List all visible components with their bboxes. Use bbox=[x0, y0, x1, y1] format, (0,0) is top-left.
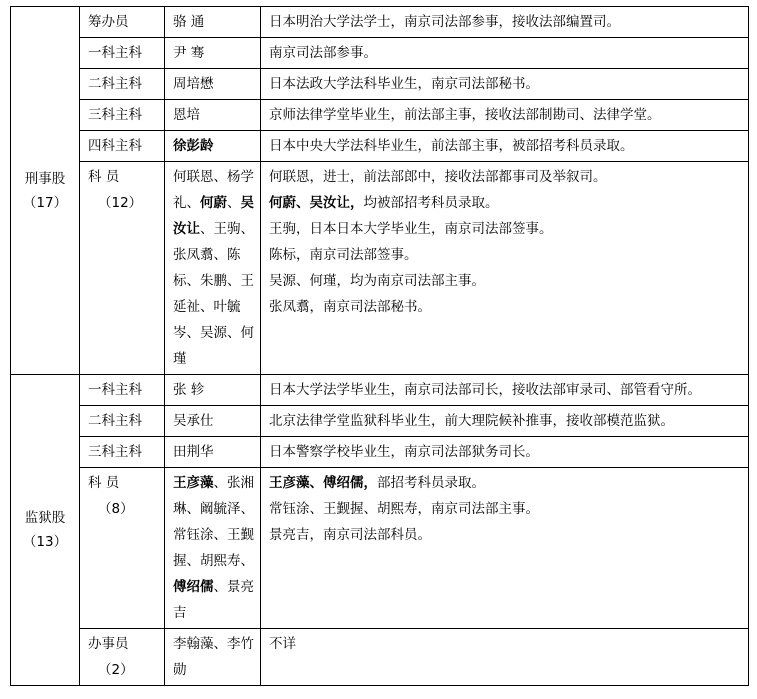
table-row bbox=[11, 375, 749, 406]
description-line bbox=[269, 40, 742, 66]
text-run: 、王驹、张凤翥、陈标、朱鹏、王延祉、叶毓岑、吴源、何瑾 bbox=[173, 221, 254, 367]
description-line bbox=[269, 102, 742, 128]
bold-text-run: 吴汝让 bbox=[173, 195, 254, 237]
description-line bbox=[269, 164, 742, 190]
text-run: 京师法律学堂毕业生，前法部主事，接收法部制勘司、法律学堂。 bbox=[269, 107, 661, 123]
role-name: 办事员 bbox=[88, 636, 129, 652]
description-line bbox=[269, 631, 742, 657]
text-run: 部招考科员录取。 bbox=[377, 475, 485, 491]
table-row bbox=[11, 468, 749, 629]
personnel-table bbox=[10, 6, 749, 686]
section-name: 刑事股 bbox=[24, 170, 66, 187]
text-run: 吴源、何瑾，均为南京司法部主事。 bbox=[269, 273, 485, 289]
role-cell: 二科主科 bbox=[80, 69, 165, 100]
role-cell bbox=[80, 162, 165, 375]
bold-text-run: 王彦藻、傅绍儒， bbox=[269, 475, 377, 491]
role-count: （8） bbox=[98, 501, 134, 517]
description-cell bbox=[261, 162, 749, 375]
text-run: 骆 通 bbox=[173, 14, 205, 30]
table-row bbox=[11, 69, 749, 100]
text-run: 何联恩，进士，前法部郎中，接收法部都事司及举叙司。 bbox=[269, 169, 607, 185]
role-cell: 一科主科 bbox=[80, 375, 165, 406]
text-run: 李翰藻、李竹勋 bbox=[173, 636, 254, 678]
description-cell bbox=[261, 100, 749, 131]
table-row bbox=[11, 162, 749, 375]
description-line bbox=[269, 9, 742, 35]
description-line bbox=[269, 216, 742, 242]
description-cell bbox=[261, 7, 749, 38]
description-cell bbox=[261, 131, 749, 162]
description-line bbox=[269, 377, 742, 403]
person-cell bbox=[165, 375, 261, 406]
text-run: 陈标，南京司法部签事。 bbox=[269, 247, 418, 263]
person-cell bbox=[165, 437, 261, 468]
text-run: 日本法政大学法科毕业生，南京司法部秘书。 bbox=[269, 76, 539, 92]
role-cell: 四科主科 bbox=[80, 131, 165, 162]
role-name: 科 员 bbox=[88, 475, 120, 491]
description-cell bbox=[261, 437, 749, 468]
text-run: 南京司法部参事。 bbox=[269, 45, 377, 61]
description-line bbox=[269, 71, 742, 97]
text-run: 日本明治大学法学士，南京司法部参事，接收法部编置司。 bbox=[269, 14, 620, 30]
bold-text-run: 傅绍儒 bbox=[173, 579, 214, 595]
person-cell bbox=[165, 629, 261, 686]
role-cell: 三科主科 bbox=[80, 437, 165, 468]
section-name: 监狱股 bbox=[24, 510, 66, 526]
description-line bbox=[269, 470, 742, 496]
table-row bbox=[11, 131, 749, 162]
description-cell bbox=[261, 629, 749, 686]
text-run: 周培懋 bbox=[173, 76, 214, 92]
section-count: （17） bbox=[22, 194, 68, 211]
table-row bbox=[11, 437, 749, 468]
text-run: 北京法律学堂监狱科毕业生，前大理院候补推事，接收部模范监狱。 bbox=[269, 413, 674, 429]
section-cell bbox=[11, 375, 80, 686]
description-line bbox=[269, 133, 742, 159]
text-run: 、 bbox=[227, 195, 241, 211]
description-line bbox=[269, 408, 742, 434]
table-row bbox=[11, 7, 749, 38]
text-run: 张 轸 bbox=[173, 382, 205, 398]
section-cell bbox=[11, 7, 80, 375]
description-cell bbox=[261, 69, 749, 100]
text-run: 日本中央大学法科毕业生，前法部主事，被部招考科员录取。 bbox=[269, 138, 634, 154]
description-cell bbox=[261, 406, 749, 437]
table-row bbox=[11, 406, 749, 437]
role-cell bbox=[80, 468, 165, 629]
person-cell bbox=[165, 7, 261, 38]
role-count: （12） bbox=[98, 195, 143, 211]
description-cell bbox=[261, 468, 749, 629]
table-row bbox=[11, 38, 749, 69]
text-run: 王驹，日本日本大学毕业生，南京司法部签事。 bbox=[269, 221, 553, 237]
description-line bbox=[269, 294, 742, 320]
text-run: 景亮吉，南京司法部科员。 bbox=[269, 527, 431, 543]
role-cell bbox=[80, 629, 165, 686]
text-run: 日本大学法学毕业生，南京司法部司长，接收法部审录司、部管看守所。 bbox=[269, 382, 701, 398]
table-row bbox=[11, 100, 749, 131]
person-cell bbox=[165, 162, 261, 375]
text-run: 常钰涂、王觐握、胡熙寿，南京司法部主事。 bbox=[269, 501, 539, 517]
text-run: 恩培 bbox=[173, 107, 200, 123]
role-cell: 三科主科 bbox=[80, 100, 165, 131]
role-cell: 筹办员 bbox=[80, 7, 165, 38]
section-count: （13） bbox=[22, 534, 68, 550]
text-run: 、张湘琳、阚毓泽、常钰涂、王觐握、胡熙寿、 bbox=[173, 475, 254, 569]
text-run: 不详 bbox=[269, 636, 296, 652]
description-line bbox=[269, 190, 742, 216]
description-line bbox=[269, 268, 742, 294]
description-cell bbox=[261, 375, 749, 406]
role-name: 科 员 bbox=[88, 169, 120, 185]
bold-text-run: 何蔚 bbox=[200, 195, 227, 211]
text-run: 日本警察学校毕业生，南京司法部狱务司长。 bbox=[269, 444, 539, 460]
person-cell bbox=[165, 100, 261, 131]
text-run: 张凤翥，南京司法部秘书。 bbox=[269, 299, 431, 315]
description-line bbox=[269, 522, 742, 548]
role-count: （2） bbox=[98, 662, 134, 678]
role-cell: 二科主科 bbox=[80, 406, 165, 437]
text-run: 、景亮吉 bbox=[173, 579, 254, 621]
table-row bbox=[11, 629, 749, 686]
text-run: 尹 骞 bbox=[173, 45, 205, 61]
description-line bbox=[269, 496, 742, 522]
bold-text-run: 徐彭龄 bbox=[173, 138, 214, 154]
description-line bbox=[269, 242, 742, 268]
text-run: 均被部招考科员录取。 bbox=[363, 195, 499, 211]
person-cell bbox=[165, 69, 261, 100]
text-run: 何联恩、杨学礼、 bbox=[173, 169, 254, 211]
text-run: 田荆华 bbox=[173, 444, 214, 460]
person-cell bbox=[165, 131, 261, 162]
description-cell bbox=[261, 38, 749, 69]
person-cell bbox=[165, 406, 261, 437]
bold-text-run: 何蔚、吴汝让， bbox=[269, 195, 364, 211]
description-line bbox=[269, 439, 742, 465]
bold-text-run: 王彦藻 bbox=[173, 475, 214, 491]
person-cell bbox=[165, 38, 261, 69]
role-cell: 一科主科 bbox=[80, 38, 165, 69]
person-cell bbox=[165, 468, 261, 629]
text-run: 吴承仕 bbox=[173, 413, 214, 429]
